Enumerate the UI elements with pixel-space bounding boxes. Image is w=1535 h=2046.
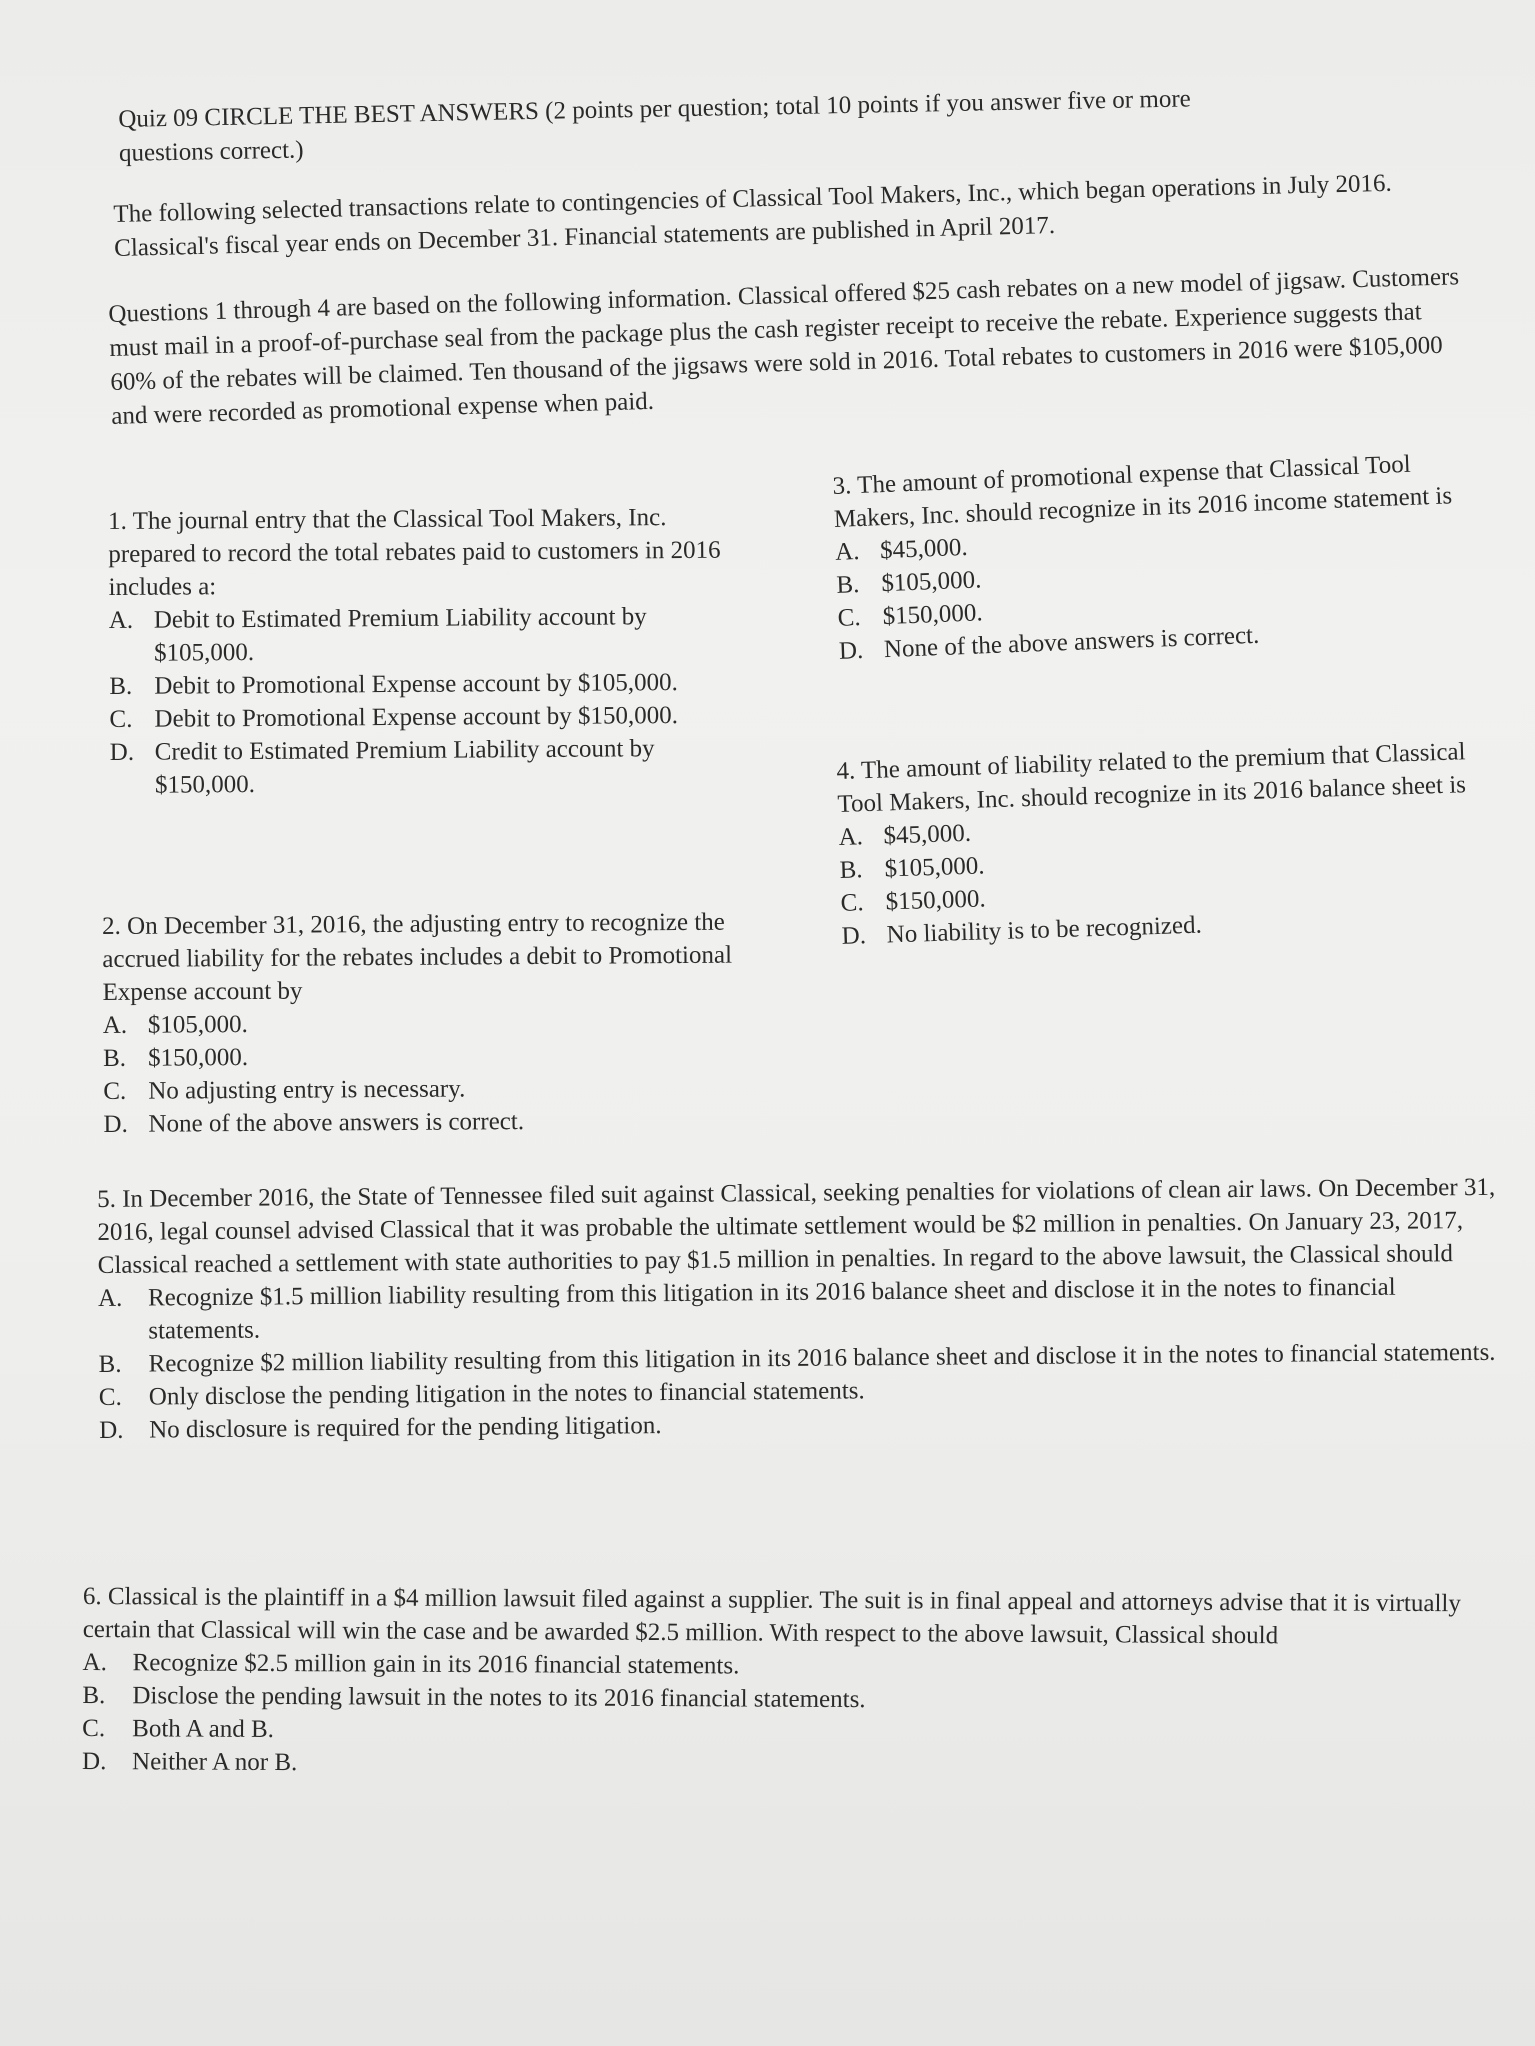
- option-text: $150,000.: [147, 1043, 249, 1072]
- answer-option-d[interactable]: [110, 732, 730, 802]
- option-letter: D.: [99, 1416, 124, 1444]
- option-letter: B.: [102, 1044, 127, 1072]
- option-text: Debit to Promotional Expense account by $105,000.: [154, 669, 678, 700]
- option-letter: D.: [81, 1747, 107, 1776]
- option-text: $150,000.: [885, 885, 987, 916]
- option-letter: A.: [108, 606, 134, 634]
- option-letter: C.: [103, 1077, 127, 1105]
- option-text: $105,000.: [147, 1010, 248, 1039]
- option-text: No liability is to be recognized.: [886, 911, 1203, 949]
- option-text: Neither A nor B.: [131, 1748, 298, 1777]
- option-letter: A.: [97, 1284, 123, 1312]
- option-text: Recognize $2 million liability resulting from this litigation in its 2016 balance sheet and disclose it in the notes to financial statements.: [148, 1338, 1496, 1378]
- option-letter: C.: [837, 604, 862, 632]
- answer-option-d[interactable]: [82, 1745, 1512, 1785]
- option-letter: D.: [841, 922, 867, 950]
- answer-option-a[interactable]: [103, 1005, 743, 1042]
- question-6: [82, 1580, 1513, 1785]
- question-4: [836, 734, 1502, 953]
- option-text: Recognize $2.5 million gain in its 2016 financial statements.: [132, 1649, 740, 1680]
- option-text: None of the above answers is correct.: [883, 621, 1260, 664]
- answer-options: [109, 600, 730, 802]
- option-letter: C.: [840, 889, 865, 917]
- option-text: None of the above answers is correct.: [148, 1108, 525, 1138]
- question-stem: 3. The amount of promotional expense that Classical Tool Makers, Inc. should recognize in its 2016 income statement is: [832, 450, 1453, 533]
- info-paragraph: Questions 1 through 4 are based on the following information. Classical offered $25 cash rebates on a new model of jigsaw. Customers must mail in a proof-of-purchase seal from the package plus the cash register receipt to receive the rebate. Experience suggests that 60% of the rebates will be claimed. Ten thousand of the jigsaws were sold in 2016. Total rebates to customers in 2016 were $105,000 and were recorded as promotional expense when paid.: [108, 263, 1460, 430]
- answer-options: [98, 1270, 1499, 1447]
- question-5: [97, 1171, 1499, 1447]
- answer-option-b[interactable]: [103, 1038, 743, 1075]
- option-text: $150,000.: [882, 599, 984, 631]
- option-text: $105,000.: [880, 566, 982, 598]
- question-stem: 4. The amount of liability related to the premium that Classical Tool Makers, Inc. should recognize in its 2016 balance sheet is: [836, 738, 1467, 818]
- option-text: Only disclose the pending litigation in the notes to financial statements.: [148, 1377, 865, 1411]
- quiz-title-line-2: questions correct.): [118, 136, 304, 167]
- option-text: Debit to Promotional Expense account by $150,000.: [154, 702, 679, 733]
- option-letter: D.: [103, 1110, 128, 1138]
- question-stem: 5. In December 2016, the State of Tennessee filed suit against Classical, seeking penalties for violations of clean air laws. On December 31, 2016, legal counsel advised Classical that it was probable the ultimate settlement would be $2 million in penalties. On January 23, 2017, Classical reached a settlement with state authorities to pay $1.5 million in penalties. In regard to the above lawsuit, the Classical should: [97, 1173, 1496, 1279]
- question-stem: 2. On December 31, 2016, the adjusting entry to recognize the accrued liability for the rebates includes a debit to Promotional Expense account by: [102, 908, 733, 1006]
- option-text: Both A and B.: [132, 1715, 274, 1744]
- answer-option-c[interactable]: [109, 699, 729, 736]
- answer-options: [103, 1005, 744, 1141]
- option-text: Disclose the pending lawsuit in the notes to its 2016 financial statements.: [132, 1682, 866, 1714]
- option-letter: C.: [82, 1714, 106, 1743]
- option-letter: A.: [834, 538, 860, 566]
- answer-options: [835, 511, 1500, 668]
- option-text: $105,000.: [884, 852, 985, 883]
- answer-option-d[interactable]: [103, 1104, 743, 1141]
- option-text: Recognize $1.5 million liability resulting from this litigation in its 2016 balance sheet and disclose it in the notes to financial statements.: [147, 1273, 1396, 1345]
- option-letter: D.: [838, 636, 864, 665]
- question-stem: 6. Classical is the plaintiff in a $4 million lawsuit filed against a supplier. The suit is in final appeal and attorneys advise that it is virtually certain that Classical will win the case and be awarded $2.5 million. With respect to the above lawsuit, Classical should: [82, 1583, 1461, 1650]
- option-text: No disclosure is required for the pending litigation.: [149, 1412, 662, 1444]
- answer-option-a[interactable]: [98, 1270, 1499, 1348]
- option-letter: C.: [98, 1383, 122, 1411]
- question-2: [102, 906, 744, 1141]
- option-letter: B.: [109, 672, 133, 700]
- question-1: [108, 501, 730, 802]
- option-letter: A.: [838, 823, 864, 851]
- question-3: [832, 445, 1499, 668]
- answer-option-a[interactable]: [109, 600, 729, 670]
- option-letter: A.: [102, 1011, 128, 1039]
- option-text: Credit to Estimated Premium Liability account by $150,000.: [154, 735, 655, 799]
- option-letter: B.: [839, 856, 863, 884]
- option-text: $45,000.: [879, 533, 969, 565]
- answer-option-c[interactable]: [103, 1071, 743, 1108]
- question-stem: 1. The journal entry that the Classical Tool Makers, Inc. prepared to record the total rebates paid to customers in 2016 includes a:: [108, 504, 721, 601]
- option-letter: A.: [82, 1648, 107, 1677]
- quiz-header: [118, 79, 1379, 171]
- option-letter: B.: [98, 1350, 122, 1378]
- option-letter: D.: [109, 738, 135, 766]
- answer-options: [838, 800, 1502, 953]
- option-letter: B.: [835, 571, 860, 599]
- answer-options: [82, 1646, 1513, 1785]
- option-text: Debit to Estimated Premium Liability account by $105,000.: [153, 603, 647, 667]
- option-text: No adjusting entry is necessary.: [148, 1075, 466, 1105]
- option-letter: C.: [109, 705, 133, 733]
- option-text: $45,000.: [883, 819, 972, 850]
- intro-paragraph: The following selected transactions relate to contingencies of Classical Tool Makers, Inc., which began operations in July 2016. Classical's fiscal year ends on December 31. Financial statements are published in April 2017.: [113, 169, 1393, 262]
- option-letter: B.: [82, 1681, 106, 1710]
- answer-option-b[interactable]: [109, 666, 729, 703]
- quiz-title-line: Quiz 09 CIRCLE THE BEST ANSWERS (2 points per question; total 10 points if you answer five or more: [118, 85, 1191, 133]
